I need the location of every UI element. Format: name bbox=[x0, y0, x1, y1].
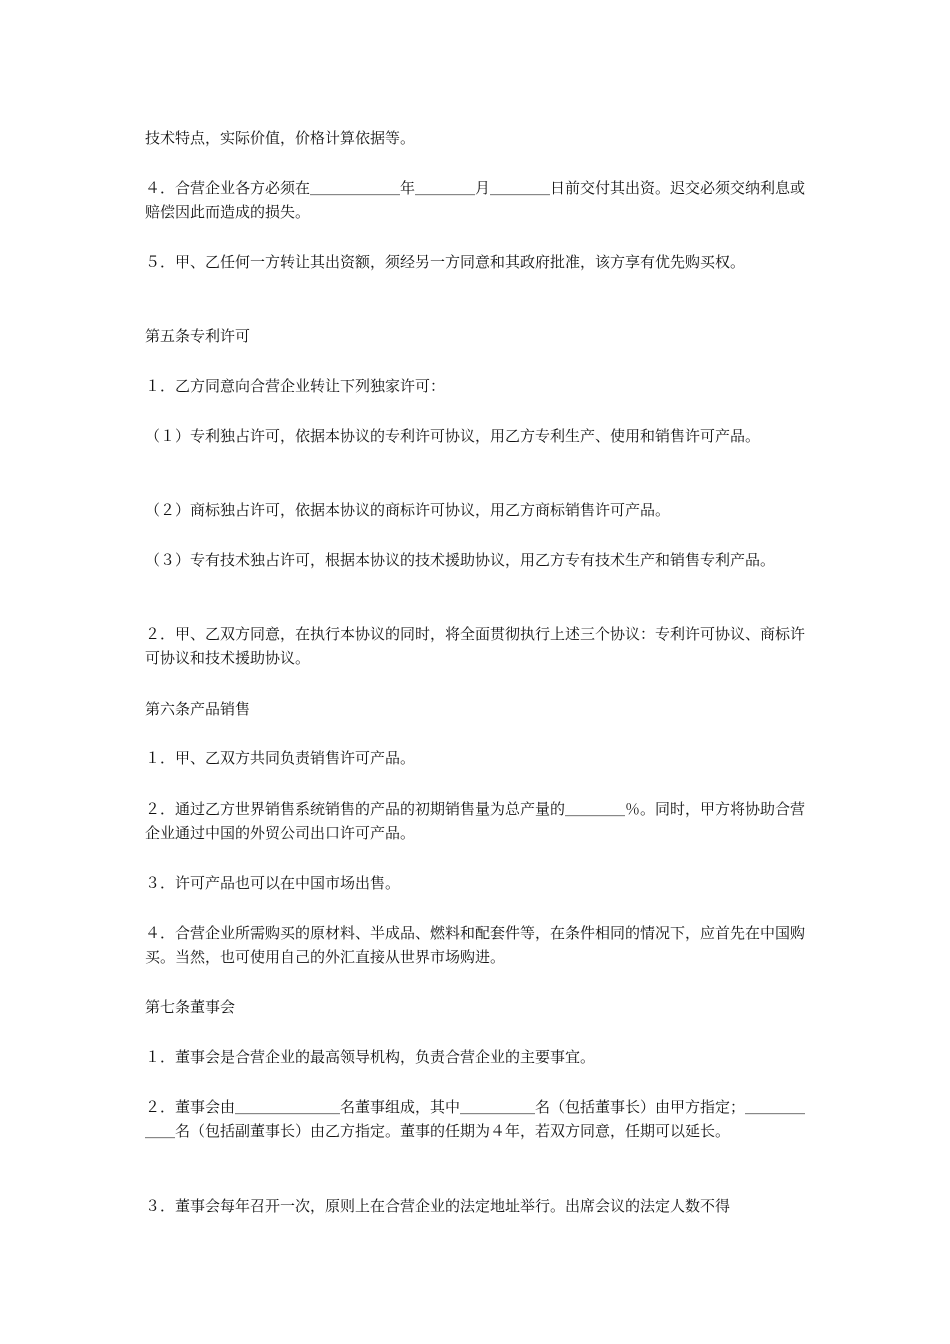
paragraph-valuation-basis: 技术特点，实际价值，价格计算依据等。 bbox=[145, 129, 416, 147]
paragraph-initial-sales-volume: ２．通过乙方世界销售系统销售的产品的初期销售量为总产量的＿＿＿＿％。同时，甲方将协助合营企业通过中国的外贸公司出口许可产品。 bbox=[145, 800, 806, 842]
paragraph-capital-transfer: ５．甲、乙任何一方转让其出资额，须经另一方同意和其政府批准，该方享有优先购买权。 bbox=[145, 253, 746, 271]
paragraph-china-market: ３．许可产品也可以在中国市场出售。 bbox=[145, 874, 401, 892]
paragraph-agreements-execution: ２．甲、乙双方同意，在执行本协议的同时，将全面贯彻执行上述三个协议：专利许可协议、商标许可协议和技术援助协议。 bbox=[145, 625, 806, 667]
paragraph-procurement: ４．合营企业所需购买的原材料、半成品、燃料和配套件等，在条件相同的情况下，应首先在中国购买。当然，也可使用自己的外汇直接从世界市场购进。 bbox=[145, 924, 806, 966]
paragraph-capital-deadline: ４．合营企业各方必须在＿＿＿＿＿＿年＿＿＿＿月＿＿＿＿日前交付其出资。迟交必须交纳利息或赔偿因此而造成的损失。 bbox=[145, 179, 806, 221]
paragraph-board-composition: ２．董事会由＿＿＿＿＿＿＿名董事组成，其中＿＿＿＿＿名（包括董事长）由甲方指定；＿＿＿＿＿＿名（包括副董事长）由乙方指定。董事的任期为４年，若双方同意，任期可以延长。 bbox=[145, 1098, 806, 1140]
section-heading-product-sales: 第六条产品销售 bbox=[145, 700, 251, 718]
paragraph-trademark-exclusive: （２）商标独占许可，依据本协议的商标许可协议，用乙方商标销售许可产品。 bbox=[145, 501, 671, 519]
paragraph-exclusive-licenses: １．乙方同意向合营企业转让下列独家许可： bbox=[145, 377, 446, 395]
paragraph-knowhow-exclusive: （３）专有技术独占许可，根据本协议的技术援助协议，用乙方专有技术生产和销售专利产品。 bbox=[145, 551, 776, 569]
paragraph-board-authority: １．董事会是合营企业的最高领导机构，负责合营企业的主要事宜。 bbox=[145, 1048, 596, 1066]
paragraph-joint-sales: １．甲、乙双方共同负责销售许可产品。 bbox=[145, 749, 416, 767]
paragraph-board-meetings: ３．董事会每年召开一次，原则上在合营企业的法定地址举行。出席会议的法定人数不得 bbox=[145, 1197, 731, 1215]
paragraph-patent-exclusive: （１）专利独占许可，依据本协议的专利许可协议，用乙方专利生产、使用和销售许可产品。 bbox=[145, 427, 761, 445]
section-heading-patent-license: 第五条专利许可 bbox=[145, 327, 251, 345]
section-heading-board: 第七条董事会 bbox=[145, 998, 236, 1016]
